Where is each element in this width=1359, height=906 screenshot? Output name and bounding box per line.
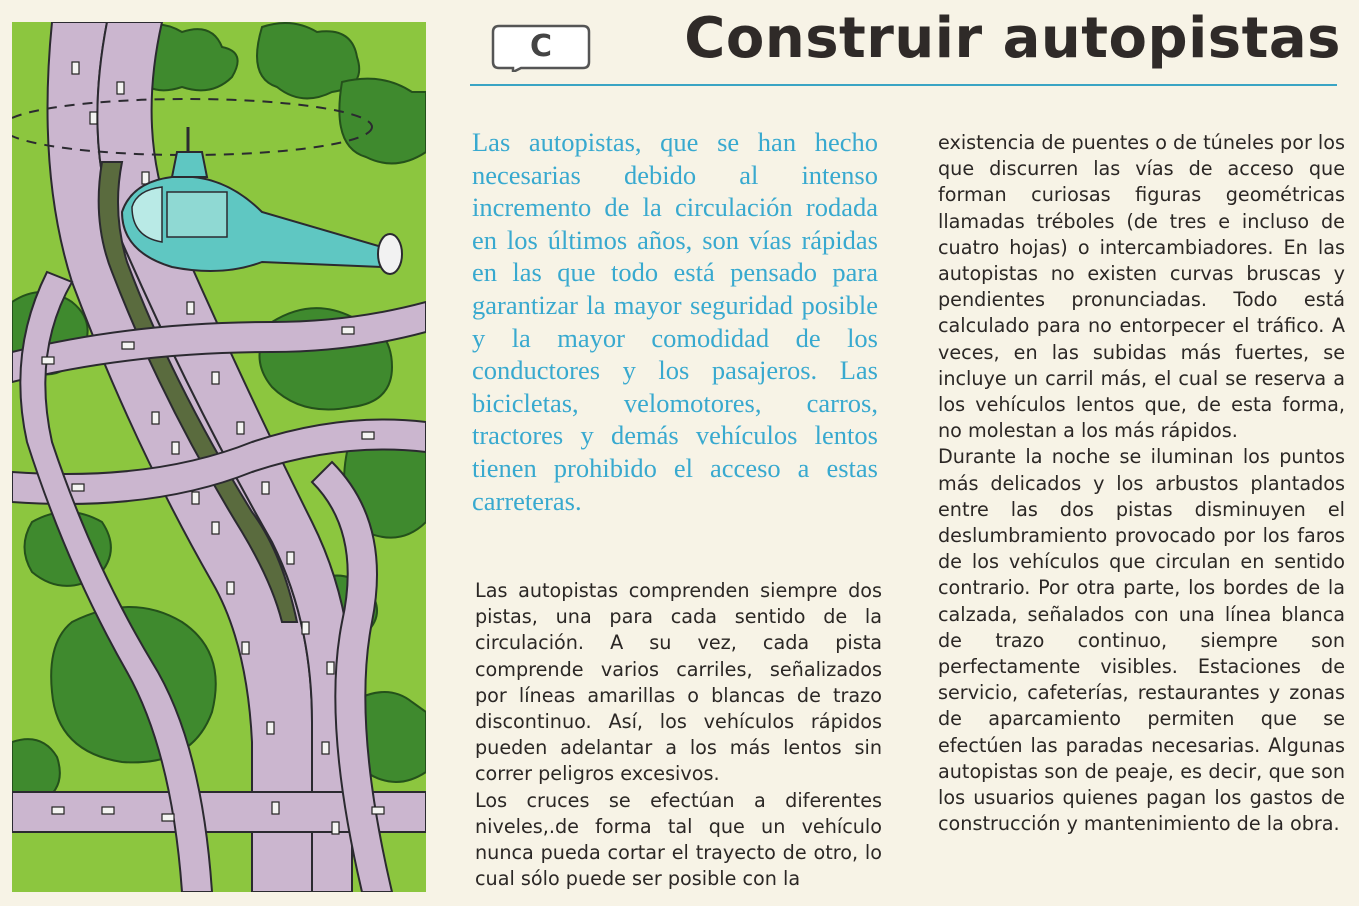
left-paragraph-1: Las autopistas comprenden siempre dos pistas, una para cada sentido de la circulación. A su vez, cada pista comprende varios carriles, señalizados por líneas amarillas o blancas de trazo discontinuo. Así, los vehículos rápidos pueden adelantar a los más lentos sin correr peligros excesivos.: [475, 579, 882, 786]
title-divider: [470, 84, 1337, 86]
right-text-column: [938, 130, 1345, 837]
left-paragraph-2: Los cruces se efectúan a diferentes niveles,.de forma tal que un vehículo nunca pueda cortar el trayecto de otro, lo cual sólo puede ser posible con la: [475, 788, 882, 891]
highway-interchange-illustration: [12, 22, 426, 892]
right-paragraph-2: Durante la noche se iluminan los puntos más delicados y los arbustos plantados entre las dos pistas disminuyen el deslumbramiento provocado por los faros de los vehículos que circulan en sentido contrario. Por otra parte, los bordes de la calzada, señalados con una línea blanca de trazo continuo, siempre son perfectamente visibles. Estaciones de servicio, cafeterías, restaurantes y zonas de aparcamiento permiten que se efectúen las paradas necesarias. Algunas autopistas son de peaje, es decir, que son los usuarios quienes pagan los gastos de construcción y mantenimiento de la obra.: [938, 445, 1345, 836]
intro-paragraph: Las autopistas, que se han hecho necesarias debido al intenso incremento de la circulación rodada en los últimos años, son vías rápidas en las que todo está pensado para garantizar la mayor seguridad posible y la mayor comodidad de los conductores y los pasajeros. Las bicicletas, velomotores, carros, tractores y demás vehículos lentos tienen prohibido el acceso a estas carreteras.: [472, 127, 878, 516]
left-text-column: [475, 578, 882, 892]
chapter-badge-letter: C: [529, 29, 553, 64]
right-paragraph-1: existencia de puentes o de túneles por los que discurren las vías de acceso que forman curiosas figuras geométricas llamadas tréboles (de tres e incluso de cuatro hojas) o intercambiadores. En las autopistas no existen curvas bruscas y pendientes pronunciadas. Todo está calculado para no entorpecer el tráfico. A veces, en las subidas más fuertes, se incluye un carril más, el cual se reserva a los vehículos lentos que, de esta forma, no molestan a los más rápidos.: [938, 131, 1345, 443]
page-title: Construir autopistas: [684, 6, 1341, 71]
